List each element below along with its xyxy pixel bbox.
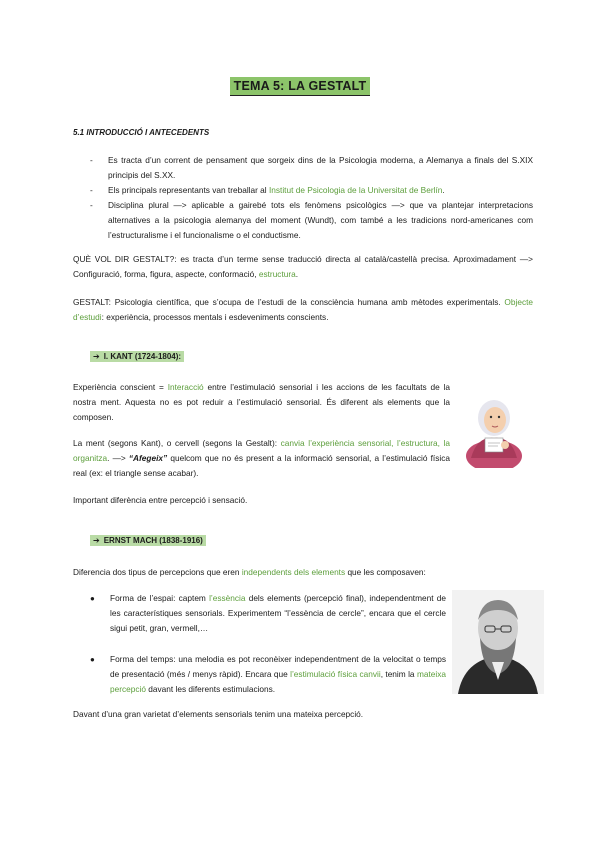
- kant-experience: Experiència conscient = Interacció entre l’estimulació sensorial i les accions de les facultats de la nostra ment. Aquesta no es pot reduir a l’estimulació sensorial. És diferent als elements que la composen.: [73, 382, 450, 422]
- intro-item: - Es tracta d’un corrent de pensament que sorgeix dins de la Psicologia moderna, a Alemanya a finals del S.XIX principis del S.XX.: [73, 153, 533, 183]
- mach-header: ➔ ERNST MACH (1838-1916): [90, 535, 206, 546]
- section-heading: 5.1 INTRODUCCIÓ I ANTECEDENTS: [73, 128, 210, 137]
- arrow-icon: ➔: [93, 352, 100, 361]
- mach-intro: Diferencia dos tipus de percepcions que eren independents dels elements que les composaven:: [73, 567, 426, 577]
- que-vol-paragraph: QUÈ VOL DIR GESTALT?: es tracta d’un terme sense traducció directa al català/castellà precisa. Aproximadament —> Configuració, forma, figura, aspecte, conformació, estructura.: [73, 254, 533, 279]
- mach-item: ● Forma del temps: una melodia es pot reconèixer independentment de la velocitat o temps de presentació (més / menys ràpid). Encara que l’estimulació física canvii, tenim la mateixa percepció davant les diferents estimulacions.: [73, 652, 446, 697]
- mach-item: ● Forma de l’espai: captem l’essència dels elements (percepció final), independentment de les característiques sensorials. Experimentem “l’essència de cercle”, encara que el cercle sigui petit, gran, vermell,…: [73, 591, 446, 636]
- intro-item: - Els principals representants van treballar al Institut de Psicologia de la Universitat de Berlín.: [73, 183, 533, 198]
- arrow-icon: ➔: [93, 536, 100, 545]
- kant-ment: La ment (segons Kant), o cervell (segons la Gestalt): canvia l’experiència sensorial, l’estructura, la organitza. —> “Afegeix” quelcom que no és present a la informació sensorial, a l’estimulació física real (ex: el triangle sense acabar).: [73, 438, 450, 478]
- gestalt-definition: GESTALT: Psicologia científica, que s’ocupa de l’estudi de la consciència humana amb mètodes experimentals. Objecte d’estudi: experiència, processos mentals i esdeveniments conscients.: [73, 297, 534, 322]
- kant-header: ➔ I. KANT (1724-1804):: [90, 351, 184, 362]
- kant-important: Important diferència entre percepció i sensació.: [73, 495, 248, 505]
- mach-list: [73, 591, 446, 697]
- intro-list: [73, 153, 533, 243]
- intro-item: - Disciplina plural —> aplicable a gairebé tots els fenòmens psicològics —> que va plantejar interpretacions alternatives a la psicologia alemanya del moment (Wundt), com també a les tradicions nord-americanes com l’estructuralisme i el funcionalisme o el conductisme.: [73, 198, 533, 243]
- mach-conclusion: Davant d’una gran varietat d’elements sensorials tenim una mateixa percepció.: [73, 709, 364, 719]
- page-title: TEMA 5: LA GESTALT: [230, 77, 371, 96]
- mach-portrait: [452, 590, 544, 694]
- kant-portrait: [457, 388, 531, 468]
